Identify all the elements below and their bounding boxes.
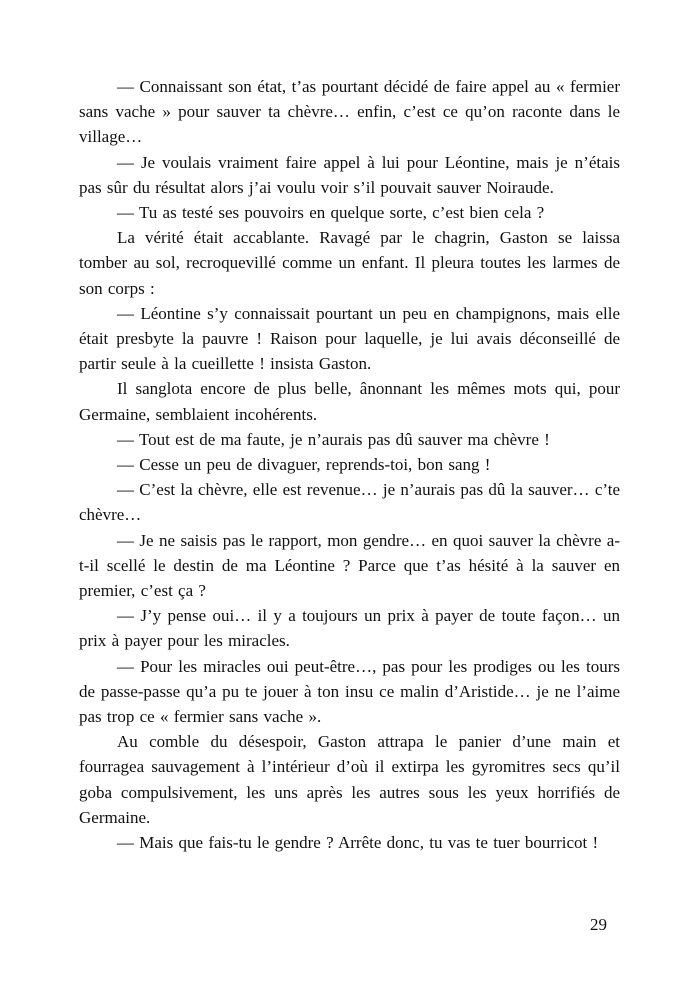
body-text: [79, 74, 620, 855]
paragraph-dialogue: — Cesse un peu de divaguer, reprends-toi, bon sang !: [117, 455, 491, 475]
paragraph-dialogue: — Tu as testé ses pouvoirs en quelque sorte, c’est bien cela ?: [117, 203, 545, 223]
paragraph-dialogue: — Tout est de ma faute, je n’aurais pas dû sauver ma chèvre !: [117, 429, 550, 449]
page-number: 29: [590, 915, 607, 934]
paragraph-dialogue: — Je ne saisis pas le rapport, mon gendre… en quoi sauver la chèvre a-t-il scellé le destin de ma Léontine ? Parce que t’as hésité à la sauver en premier, c’est ça ?: [79, 530, 620, 601]
paragraph-dialogue: — Connaissant son état, t’as pourtant décidé de faire appel au « fermier sans vache » pour sauver ta chèvre… enfin, c’est ce qu’on raconte dans le village…: [79, 77, 620, 147]
paragraph-dialogue: — J’y pense oui… il y a toujours un prix à payer de toute façon… un prix à payer pour les miracles.: [79, 606, 620, 651]
paragraph-dialogue: — Pour les miracles oui peut-être…, pas pour les prodiges ou les tours de passe-passe qu’a pu te jouer à ton insu ce malin d’Aristide… je ne l’aime pas trop ce « fermier sans vache ».: [79, 656, 620, 727]
paragraph-dialogue: — Mais que fais-tu le gendre ? Arrête donc, tu vas te tuer bourricot !: [117, 833, 599, 853]
paragraph-dialogue: — C’est la chèvre, elle est revenue… je n’aurais pas dû la sauver… c’te chèvre…: [79, 480, 620, 525]
paragraph-narration: Il sanglota encore de plus belle, ânonnant les mêmes mots qui, pour Germaine, semblaient incohérents.: [79, 379, 620, 424]
paragraph-dialogue: — Léontine s’y connaissait pourtant un peu en champignons, mais elle était presbyte la pauvre ! Raison pour laquelle, je lui avais déconseillé de partir seule à la cueillette ! insista Gaston.: [79, 303, 620, 374]
paragraph-dialogue: — Je voulais vraiment faire appel à lui pour Léontine, mais je n’étais pas sûr du résultat alors j’ai voulu voir s’il pouvait sauver Noiraude.: [79, 152, 620, 197]
paragraph-narration: La vérité était accablante. Ravagé par le chagrin, Gaston se laissa tomber au sol, recroquevillé comme un enfant. Il pleura toutes les larmes de son corps :: [79, 228, 620, 298]
paragraph-narration: Au comble du désespoir, Gaston attrapa le panier d’une main et fourragea sauvagement à l’intérieur d’où il extirpa les gyromitres secs qu’il goba compulsivement, les uns après les autres sous les yeux horrifiés de Germaine.: [79, 732, 620, 827]
